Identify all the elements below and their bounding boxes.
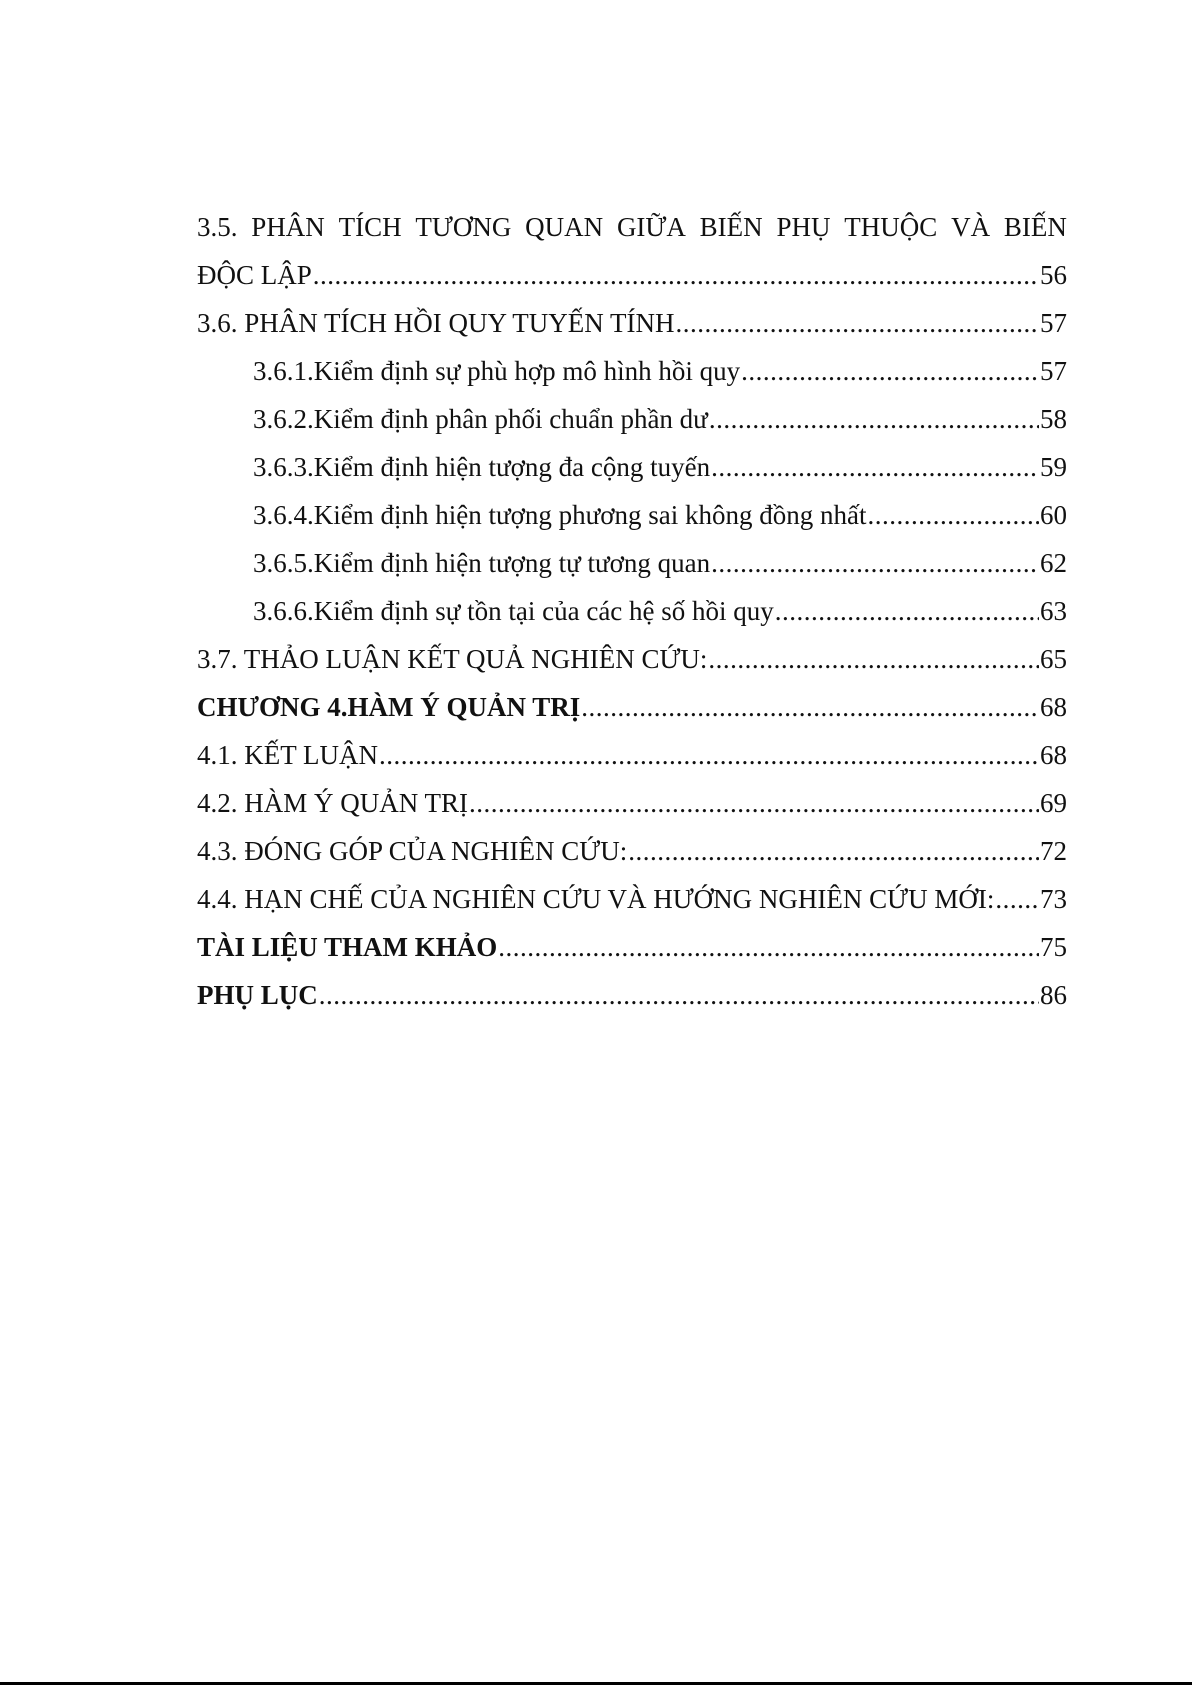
toc-word: TƯƠNG bbox=[415, 212, 512, 242]
toc-entry-number: 3.6.5. bbox=[253, 548, 314, 578]
toc-page-number: 56 bbox=[1040, 260, 1067, 290]
toc-word: BIẾN bbox=[699, 212, 763, 242]
toc-page-number: 63 bbox=[1040, 596, 1067, 626]
toc-entry-number: 3.6.1. bbox=[253, 356, 314, 386]
table-of-contents bbox=[197, 203, 1067, 1019]
dot-leader bbox=[868, 491, 1039, 539]
toc-subentry[interactable] bbox=[197, 539, 1067, 587]
toc-word: PHÂN bbox=[251, 212, 325, 242]
dot-leader bbox=[628, 827, 1039, 875]
toc-entry-title: Kiểm định sự phù hợp mô hình hồi quy bbox=[313, 356, 741, 386]
toc-page-number: 86 bbox=[1040, 980, 1067, 1010]
toc-subentry[interactable] bbox=[197, 443, 1067, 491]
toc-entry-title: TÀI LIỆU THAM KHẢO bbox=[197, 932, 498, 962]
toc-entry-3-5-line2[interactable] bbox=[197, 251, 1067, 299]
dot-leader bbox=[675, 299, 1039, 347]
toc-entry[interactable] bbox=[197, 827, 1067, 875]
toc-word: 3.5. bbox=[197, 212, 238, 242]
toc-entry-title: Kiểm định hiện tượng tự tương quan bbox=[313, 548, 711, 578]
toc-page-number: 68 bbox=[1040, 692, 1067, 722]
toc-page-number: 72 bbox=[1040, 836, 1067, 866]
toc-entry-number: 3.6.2. bbox=[253, 404, 314, 434]
toc-word: PHỤ bbox=[776, 212, 831, 242]
toc-entry-number: 3.6.6. bbox=[253, 596, 314, 626]
toc-page-number: 75 bbox=[1040, 932, 1067, 962]
toc-word: THUỘC bbox=[844, 212, 938, 242]
toc-entry-title: 3.6. PHÂN TÍCH HỒI QUY TUYẾN TÍNH bbox=[197, 308, 675, 338]
toc-page-number: 73 bbox=[1040, 884, 1067, 914]
dot-leader bbox=[775, 587, 1039, 635]
toc-heading-entry[interactable] bbox=[197, 923, 1067, 971]
toc-entry-title: 3.7. THẢO LUẬN KẾT QUẢ NGHIÊN CỨU: bbox=[197, 644, 708, 674]
dot-leader bbox=[379, 731, 1039, 779]
toc-chapter-number: CHƯƠNG 4. bbox=[197, 692, 348, 722]
toc-entry-number: 3.6.4. bbox=[253, 500, 314, 530]
dot-leader bbox=[741, 347, 1039, 395]
toc-page-number: 59 bbox=[1040, 452, 1067, 482]
dot-leader bbox=[581, 683, 1039, 731]
toc-entry-3-5-line1 bbox=[197, 203, 1067, 251]
toc-entry-title: Kiểm định hiện tượng phương sai không đồng nhất bbox=[313, 500, 867, 530]
toc-entry[interactable] bbox=[197, 299, 1067, 347]
dot-leader bbox=[711, 539, 1039, 587]
toc-entry-title: 4.4. HẠN CHẾ CỦA NGHIÊN CỨU VÀ HƯỚNG NGHIÊN CỨU MỚI: bbox=[197, 884, 995, 914]
toc-entry[interactable] bbox=[197, 731, 1067, 779]
toc-entry-title: Kiểm định sự tồn tại của các hệ số hồi quy bbox=[313, 596, 774, 626]
toc-subentry[interactable] bbox=[197, 347, 1067, 395]
toc-entry-number: 3.6.3. bbox=[253, 452, 314, 482]
toc-entry-title: Kiểm định phân phối chuẩn phần dư bbox=[313, 404, 708, 434]
toc-entry[interactable] bbox=[197, 635, 1067, 683]
toc-chapter-entry[interactable] bbox=[197, 683, 1067, 731]
toc-entry-title: ĐỘC LẬP bbox=[197, 260, 312, 290]
dot-leader bbox=[708, 635, 1039, 683]
toc-entry[interactable] bbox=[197, 875, 1067, 923]
toc-entry-title: 4.3. ĐÓNG GÓP CỦA NGHIÊN CỨU: bbox=[197, 836, 628, 866]
toc-word: BIẾN bbox=[1003, 212, 1067, 242]
toc-page-number: 69 bbox=[1040, 788, 1067, 818]
dot-leader bbox=[319, 971, 1039, 1019]
toc-entry-title: Kiểm định hiện tượng đa cộng tuyến bbox=[313, 452, 711, 482]
toc-word: GIỮA bbox=[616, 212, 686, 242]
toc-entry-title: 4.1. KẾT LUẬN bbox=[197, 740, 378, 770]
dot-leader bbox=[711, 443, 1039, 491]
toc-word: VÀ bbox=[951, 212, 991, 242]
toc-page-number: 68 bbox=[1040, 740, 1067, 770]
toc-page-number: 62 bbox=[1040, 548, 1067, 578]
toc-subentry[interactable] bbox=[197, 395, 1067, 443]
dot-leader bbox=[995, 875, 1039, 923]
toc-page-number: 65 bbox=[1040, 644, 1067, 674]
dot-leader bbox=[498, 923, 1039, 971]
toc-word: QUAN bbox=[525, 212, 604, 242]
toc-entry-title: HÀM Ý QUẢN TRỊ bbox=[347, 692, 581, 722]
toc-entry-title: PHỤ LỤC bbox=[197, 980, 318, 1010]
toc-page-number: 57 bbox=[1040, 308, 1067, 338]
toc-heading-entry[interactable] bbox=[197, 971, 1067, 1019]
toc-page-number: 58 bbox=[1040, 404, 1067, 434]
toc-entry[interactable] bbox=[197, 779, 1067, 827]
dot-leader bbox=[709, 395, 1039, 443]
toc-subentry[interactable] bbox=[197, 587, 1067, 635]
toc-page-number: 60 bbox=[1040, 500, 1067, 530]
toc-subentry[interactable] bbox=[197, 491, 1067, 539]
dot-leader bbox=[469, 779, 1039, 827]
toc-word: TÍCH bbox=[338, 212, 402, 242]
toc-entry-title: 4.2. HÀM Ý QUẢN TRỊ bbox=[197, 788, 469, 818]
toc-page-number: 57 bbox=[1040, 356, 1067, 386]
dot-leader bbox=[313, 251, 1039, 299]
